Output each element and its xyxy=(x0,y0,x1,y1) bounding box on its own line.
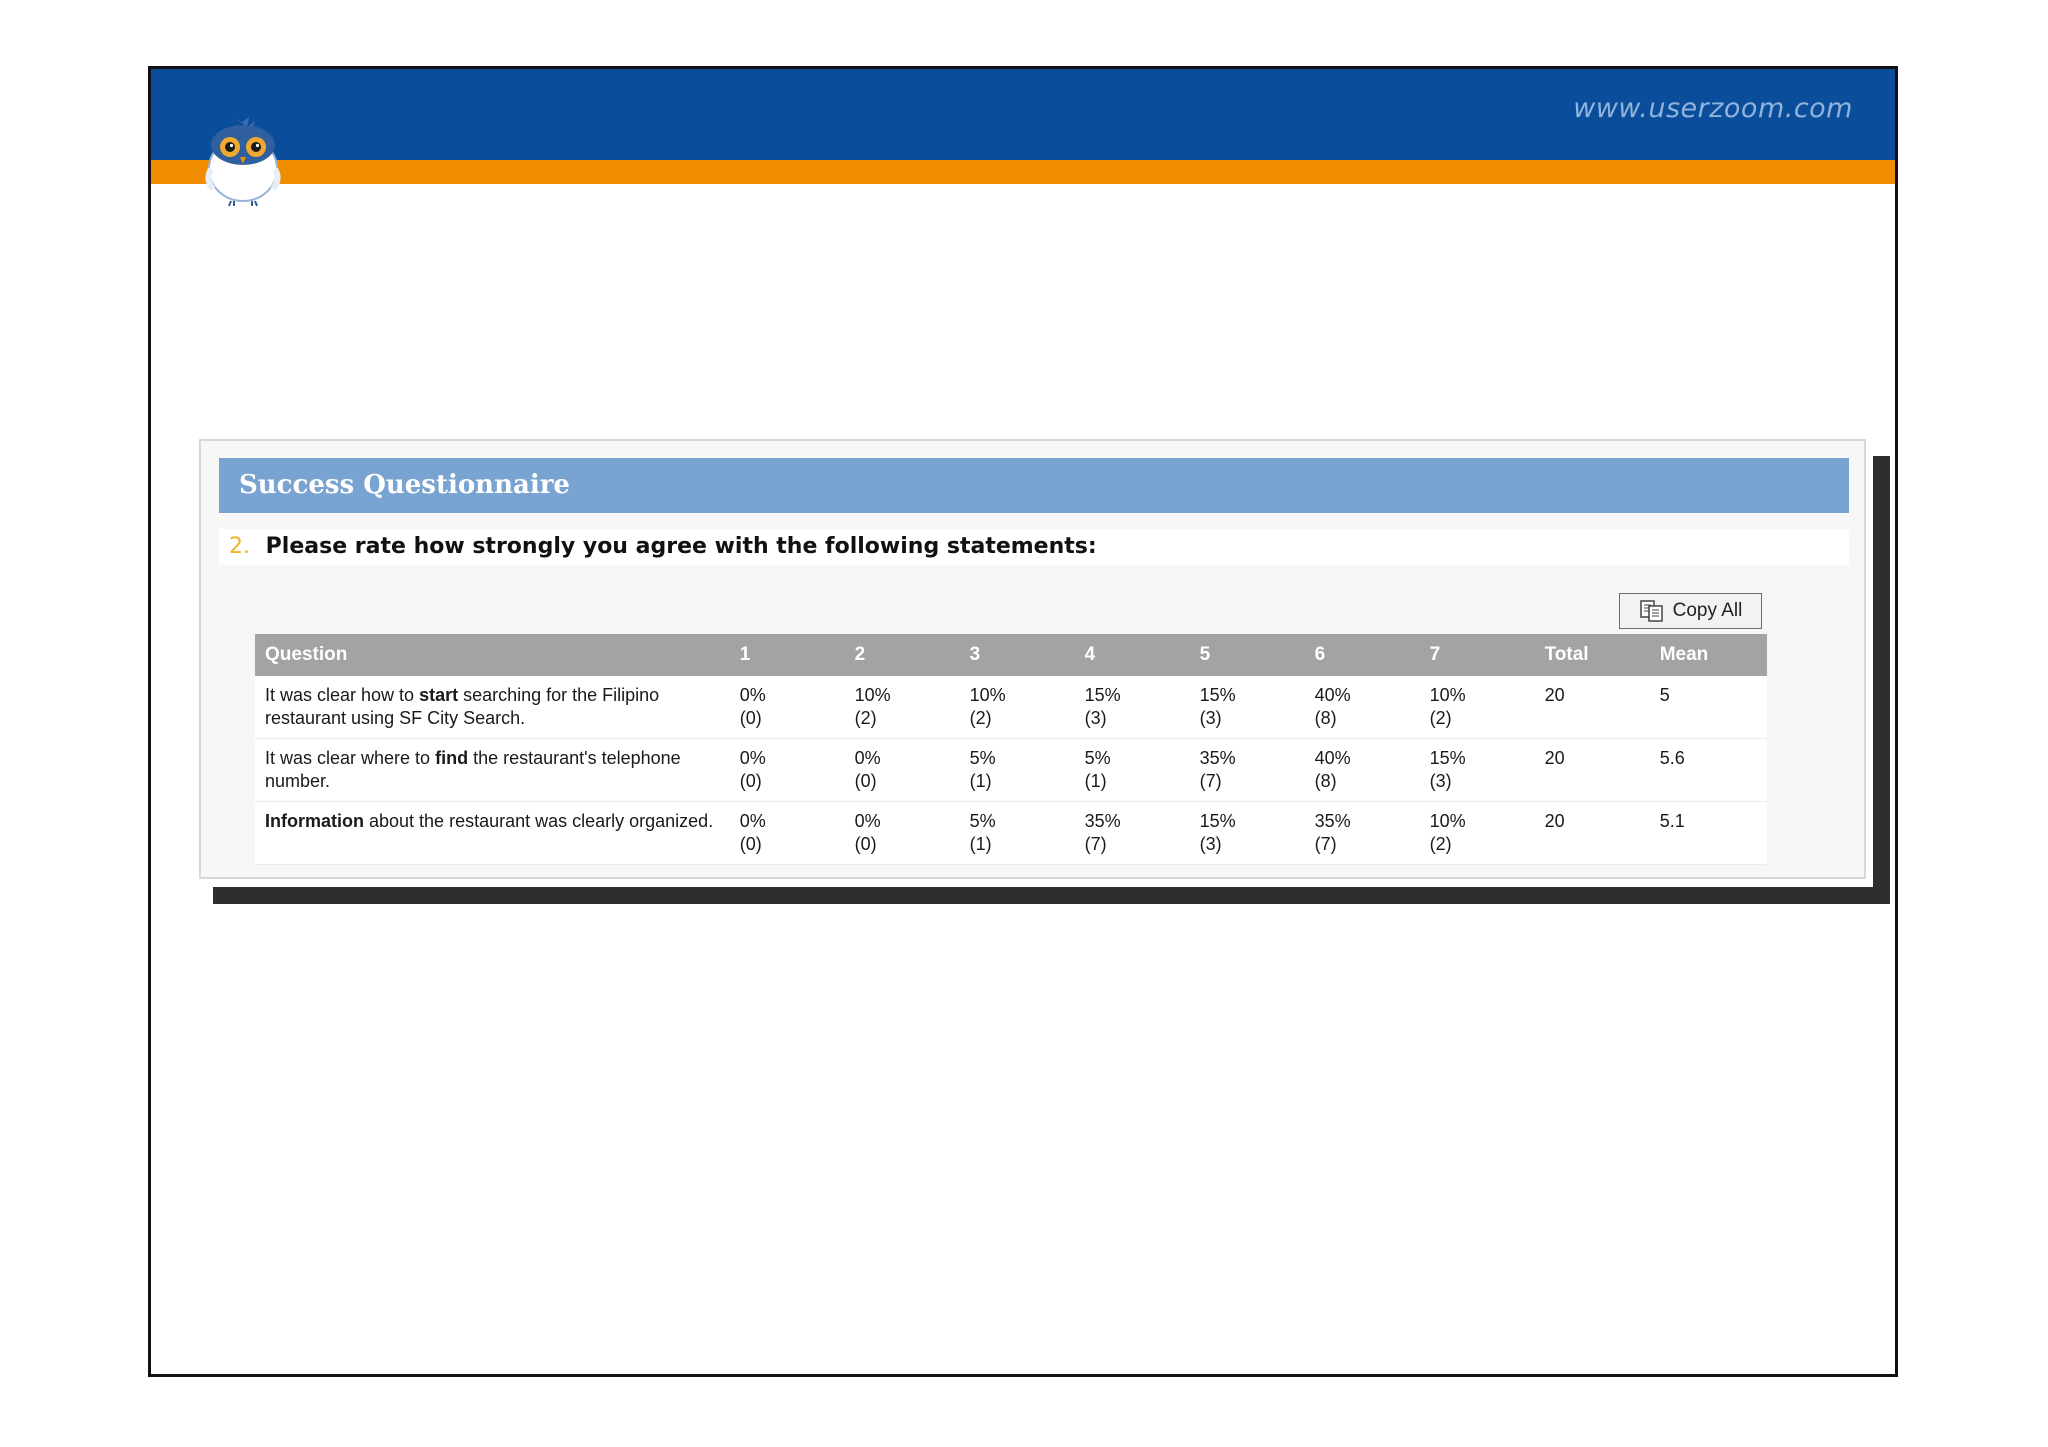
rating-cell-7 xyxy=(1420,676,1535,739)
table-row xyxy=(255,802,1767,865)
rating-count: (7) xyxy=(1084,834,1107,854)
question-cell xyxy=(255,739,730,802)
column-header-2: 2 xyxy=(845,634,960,676)
rating-percent: 10% xyxy=(969,685,1006,705)
question-text-part: the restaurant's telephone number. xyxy=(265,748,681,791)
panel-shadow xyxy=(213,887,1890,904)
column-header-6: 6 xyxy=(1305,634,1420,676)
column-header-4: 4 xyxy=(1075,634,1190,676)
rating-cell-2 xyxy=(845,802,960,865)
rating-cell-5 xyxy=(1190,739,1305,802)
question-text-part: find xyxy=(435,748,469,768)
question-text-part: It was clear where to xyxy=(265,748,436,768)
rating-cell-6 xyxy=(1305,676,1420,739)
rating-count: (0) xyxy=(854,834,877,854)
rating-percent: 0% xyxy=(854,811,881,831)
rating-count: (0) xyxy=(739,771,762,791)
column-header-5: 5 xyxy=(1190,634,1305,676)
rating-cell-4 xyxy=(1075,802,1190,865)
rating-cell-2 xyxy=(845,739,960,802)
rating-percent: 40% xyxy=(1314,685,1351,705)
rating-count: (2) xyxy=(854,708,877,728)
question-number: 2. xyxy=(229,534,250,559)
question-text: Please rate how strongly you agree with the following statements: xyxy=(265,534,1097,559)
question-text-part: It was clear how to xyxy=(265,685,420,705)
copy-all-label: Copy All xyxy=(1672,600,1743,621)
question-cell xyxy=(255,676,730,739)
rating-count: (8) xyxy=(1314,708,1337,728)
column-header-3: 3 xyxy=(960,634,1075,676)
table-row xyxy=(255,739,1767,802)
rating-count: (7) xyxy=(1199,771,1222,791)
slide-frame xyxy=(148,66,1898,1377)
rating-cell-3 xyxy=(960,802,1075,865)
rating-count: (3) xyxy=(1429,771,1452,791)
question-text-part: Information xyxy=(265,811,364,831)
rating-cell-7 xyxy=(1420,739,1535,802)
rating-percent: 10% xyxy=(1429,811,1466,831)
rating-cell-5 xyxy=(1190,802,1305,865)
rating-percent: 35% xyxy=(1084,811,1121,831)
rating-cell-7 xyxy=(1420,802,1535,865)
rating-cell-1 xyxy=(730,802,845,865)
total-cell: 20 xyxy=(1535,739,1650,802)
table-body xyxy=(255,676,1767,865)
questionnaire-panel xyxy=(199,439,1866,879)
rating-percent: 5% xyxy=(969,748,996,768)
table-header-row xyxy=(255,634,1767,676)
rating-count: (1) xyxy=(969,771,992,791)
rating-count: (2) xyxy=(1429,708,1452,728)
rating-percent: 35% xyxy=(1199,748,1236,768)
total-cell: 20 xyxy=(1535,802,1650,865)
rating-cell-6 xyxy=(1305,739,1420,802)
rating-cell-6 xyxy=(1305,802,1420,865)
rating-percent: 5% xyxy=(1084,748,1111,768)
question-text-part: about the restaurant was clearly organized. xyxy=(364,811,714,831)
rating-count: (2) xyxy=(969,708,992,728)
total-cell: 20 xyxy=(1535,676,1650,739)
rating-cell-5 xyxy=(1190,676,1305,739)
question-heading xyxy=(219,529,1849,565)
rating-count: (3) xyxy=(1199,708,1222,728)
column-header-question: Question xyxy=(255,634,730,676)
header-orange-band xyxy=(151,160,1895,184)
column-header-1: 1 xyxy=(730,634,845,676)
rating-cell-4 xyxy=(1075,676,1190,739)
rating-percent: 35% xyxy=(1314,811,1351,831)
rating-count: (3) xyxy=(1199,834,1222,854)
rating-cell-4 xyxy=(1075,739,1190,802)
rating-cell-1 xyxy=(730,676,845,739)
column-header-7: 7 xyxy=(1420,634,1535,676)
rating-count: (1) xyxy=(1084,771,1107,791)
rating-percent: 0% xyxy=(739,748,766,768)
rating-percent: 5% xyxy=(969,811,996,831)
rating-cell-2 xyxy=(845,676,960,739)
rating-percent: 15% xyxy=(1429,748,1466,768)
rating-cell-3 xyxy=(960,676,1075,739)
rating-cell-1 xyxy=(730,739,845,802)
mean-cell: 5.6 xyxy=(1650,739,1767,802)
rating-count: (3) xyxy=(1084,708,1107,728)
rating-percent: 15% xyxy=(1084,685,1121,705)
table-row xyxy=(255,676,1767,739)
rating-percent: 15% xyxy=(1199,811,1236,831)
rating-percent: 10% xyxy=(854,685,891,705)
results-table xyxy=(255,634,1767,865)
rating-count: (0) xyxy=(739,834,762,854)
rating-percent: 15% xyxy=(1199,685,1236,705)
copy-icon xyxy=(1639,599,1665,623)
question-cell xyxy=(255,802,730,865)
rating-percent: 40% xyxy=(1314,748,1351,768)
rating-cell-3 xyxy=(960,739,1075,802)
rating-percent: 0% xyxy=(739,811,766,831)
question-text-part: searching for the Filipino restaurant using SF City Search. xyxy=(265,685,660,728)
rating-count: (2) xyxy=(1429,834,1452,854)
rating-percent: 0% xyxy=(739,685,766,705)
panel-title: Success Questionnaire xyxy=(219,458,1849,513)
rating-count: (1) xyxy=(969,834,992,854)
rating-count: (0) xyxy=(854,771,877,791)
rating-percent: 10% xyxy=(1429,685,1466,705)
mean-cell: 5 xyxy=(1650,676,1767,739)
rating-percent: 0% xyxy=(854,748,881,768)
question-text-part: start xyxy=(419,685,459,705)
rating-count: (8) xyxy=(1314,771,1337,791)
panel-shadow xyxy=(1873,456,1890,904)
copy-all-button[interactable] xyxy=(1619,593,1762,629)
rating-count: (7) xyxy=(1314,834,1337,854)
mean-cell: 5.1 xyxy=(1650,802,1767,865)
rating-count: (0) xyxy=(739,708,762,728)
column-header-mean: Mean xyxy=(1650,634,1767,676)
column-header-total: Total xyxy=(1535,634,1650,676)
site-url: www.userzoom.com xyxy=(1573,93,1853,124)
owl-icon xyxy=(203,107,283,207)
